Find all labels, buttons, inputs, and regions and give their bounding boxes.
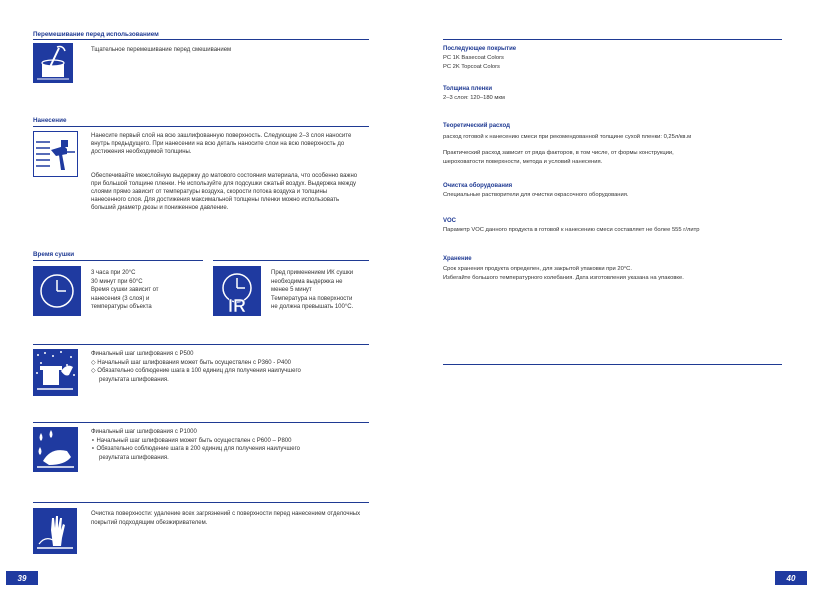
drying-ir-line: необходима выдержка не — [271, 278, 343, 285]
application-para-2: Обеспечивайте межслойную выдержку до матового состояния материала, что особенно важно при большой толщине пленки. Не используйте для подсушки сжатый воздух. Выдержка между слоями прямо зависит от температуры воздуха, скорости потока воздуха и толщины нанесенного слоя. Для достижения максимальной толщены пленки можно использовать больший диаметр дюзы и пониженное давление. — [91, 173, 358, 211]
wet-sanding-icon — [33, 427, 78, 472]
sanding1-title: Финальный шаг шлифования с P500 — [91, 351, 194, 357]
voc-line: Параметр VOC данного продукта в готовой к нанесению смеси составляет не более 555 г/литр — [443, 226, 700, 233]
ir-clock-icon — [213, 266, 261, 316]
section-divider — [213, 260, 369, 261]
section-divider — [33, 502, 369, 503]
mixing-can-icon — [33, 43, 73, 83]
storage-line: Срок хранения продукта определен, для закрытой упаковки при 20°C. — [443, 266, 632, 272]
sanding2-title: Финальный шаг шлифования с P1000 — [91, 429, 197, 435]
drying-air-line: 30 минут при 60°C — [91, 278, 143, 285]
sanding2-bullet: ∘ Начальный шаг шлифования может быть осуществлен с P600 – P800 — [91, 437, 292, 444]
mixing-text: Тщательное перемешивание перед смешиванием — [91, 47, 232, 53]
film-title: Толщина пленки — [443, 86, 493, 92]
equipment-cleaning-line: Специальные растворители для очистки окрасочного оборудования. — [443, 192, 629, 198]
dry-sanding-icon — [33, 349, 78, 396]
consumption-line: расход готовой к нанесению смеси при рекомендованной толщине сухой пленки: 0,25л/кв.м — [443, 133, 692, 140]
topcoat-title: Последующее покрытие — [443, 46, 517, 52]
drying-ir-line: Пред применением ИК сушки — [271, 270, 354, 276]
ir-label: IR — [228, 296, 246, 316]
equipment-cleaning-title: Очистка оборудования — [443, 183, 513, 189]
application-para-1: Нанесите первый слой на всю зашлифованную поверхность. Следующие 2–3 слоя наносите внутрь предыдущего. При нанесении на всю деталь наносите слои на всю поверхность до достижения необходимой толщины. — [91, 133, 352, 155]
sanding2-bullet-cont: результата шлифования. — [99, 454, 169, 461]
consumption-para2-line: Практический расход зависит от ряда факторов, в том числе, от формы конструкции, — [443, 150, 674, 156]
section-divider — [33, 422, 369, 423]
clock-icon — [33, 266, 81, 316]
sanding1-bullet-cont: результата шлифования. — [99, 376, 169, 383]
drying-air-line: Время сушки зависит от — [91, 287, 159, 293]
sanding2-text — [91, 428, 369, 462]
consumption-para2-line: шероховатости поверхности, метода и условий нанесения. — [443, 158, 603, 165]
section-title-application: Нанесение — [33, 117, 67, 124]
section-divider — [443, 39, 782, 40]
drying-air-line: нанесения (3 слоя) и — [91, 295, 150, 302]
drying-ir-text — [271, 269, 371, 312]
storage-line: Избегайте большого температурного колебания. Дата изготовления указана на упаковке. — [443, 274, 684, 281]
drying-air-text — [91, 269, 201, 312]
sanding2-bullet: ∘ Обязательно соблюдение шага в 200 единиц для получения наилучшего — [91, 446, 300, 452]
cleaning-text: Очистка поверхности: удаление всех загрязнений с поверхности перед нанесением отделочных покрытий подходящим обезжиривателем. — [91, 511, 361, 526]
drying-air-line: температуры объекта — [91, 304, 152, 310]
hand-cleaning-icon — [33, 508, 77, 554]
section-divider — [33, 260, 203, 261]
storage-lines — [443, 265, 783, 282]
storage-title: Хранение — [443, 256, 472, 262]
drying-ir-line: Температура на поверхности — [271, 295, 353, 302]
section-title-mixing: Перемешивание перед использованием — [33, 31, 159, 38]
consumption-para2 — [443, 149, 783, 166]
right-column — [443, 46, 783, 282]
drying-ir-line: менее 5 минут — [271, 287, 312, 293]
drying-ir-line: не должна превышать 100°C. — [271, 304, 354, 310]
film-line: 2–3 слоя: 120–180 мкм — [443, 95, 505, 101]
section-divider — [33, 39, 369, 40]
sanding1-text — [91, 350, 369, 384]
section-divider — [33, 126, 369, 127]
section-divider — [33, 344, 369, 345]
topcoat-lines — [443, 54, 783, 71]
consumption-title: Теоретический расход — [443, 122, 510, 129]
spray-gun-icon — [33, 131, 78, 177]
drying-air-line: 3 часа при 20°C — [91, 270, 136, 276]
section-title-drying: Время сушки — [33, 251, 75, 258]
voc-title: VOC — [443, 217, 457, 224]
topcoat-line: PC 1K Basecoat Colors — [443, 55, 504, 61]
topcoat-line: PC 2K Topcoat Colors — [443, 63, 500, 70]
page-number-left: 39 — [6, 571, 38, 585]
sanding1-bullet: ◇ Начальный шаг шлифования может быть осуществлен с P360 - P400 — [91, 359, 291, 366]
sanding1-bullet: ◇ Обязательно соблюдение шага в 100 единиц для получения наилучшего — [91, 368, 301, 374]
section-divider — [443, 364, 782, 365]
page-number-right: 40 — [775, 571, 807, 585]
